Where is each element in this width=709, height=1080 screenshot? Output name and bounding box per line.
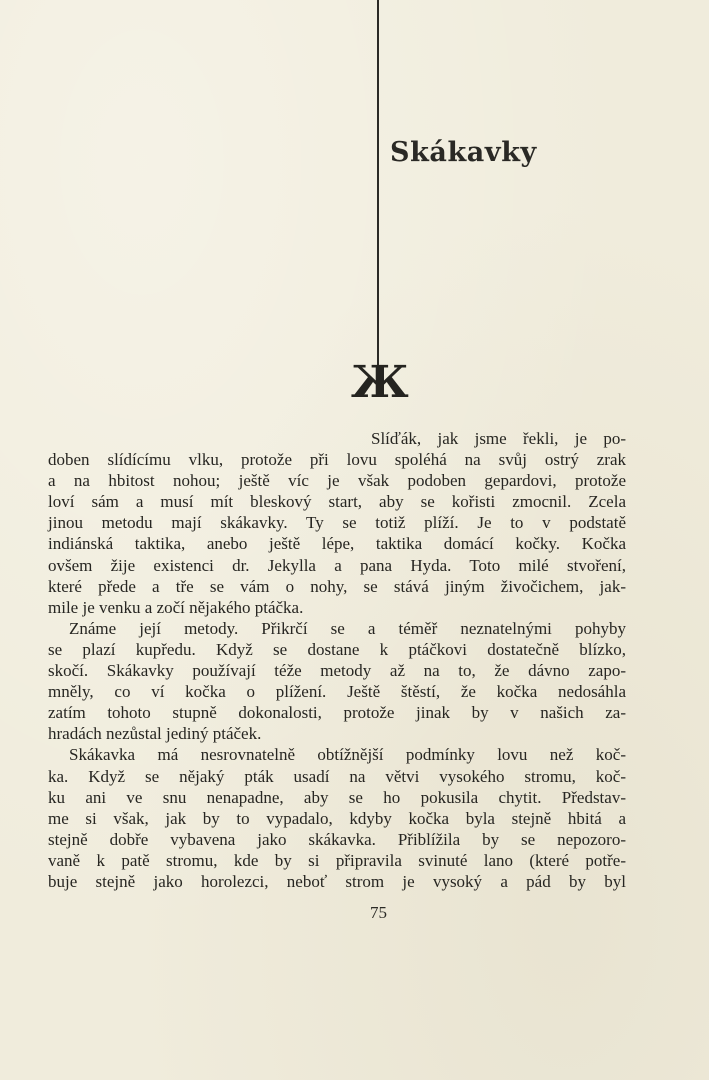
text-line: ka. Když se nějaký pták usadí na větvi vysokého stromu, koč- — [48, 766, 626, 786]
text-line: mněly, co ví kočka o plížení. Ještě štěstí, že kočka nedosáhla — [48, 682, 626, 702]
chapter-ornament-icon: Ж — [351, 357, 409, 408]
text-line: mile je venku a zočí nějakého ptáčka. — [48, 597, 304, 617]
text-line: ku ani ve snu nenapadne, aby se ho pokusila chytit. Představ- — [48, 787, 626, 807]
text-line: doben slídícímu vlku, protože při lovu spoléhá na svůj ostrý zrak — [48, 450, 626, 470]
title-rule-line — [377, 0, 379, 368]
text-line: které přede a tře se vám o nohy, se stává jiným živočichem, jak- — [48, 576, 626, 596]
text-line: a na hbitost nohou; ještě víc je však podoben gepardovi, protože — [48, 471, 626, 491]
text-line: Skákavka má nesrovnatelně obtížnější podmínky lovu než koč- — [69, 745, 626, 765]
text-line: me si však, jak by to vypadalo, kdyby kočka byla stejně hbitá a — [48, 808, 626, 828]
text-line: loví sám a musí mít bleskový start, aby se kořisti zmocnil. Zcela — [48, 492, 626, 512]
text-line: zatím tohoto stupně dokonalosti, protože jinak by v našich za- — [48, 703, 626, 723]
text-line: buje stejně jako horolezci, neboť strom je vysoký a pád by byl — [48, 871, 626, 891]
text-line: stejně dobře vybavena jako skákavka. Přiblížila by se nepozoro- — [48, 829, 626, 849]
page-number: 75 — [370, 903, 387, 922]
chapter-title: Skákavky — [390, 137, 537, 168]
text-line: se plazí kupředu. Když se dostane k ptáčkovi dostatečně blízko, — [48, 639, 626, 659]
text-line: Známe její metody. Přikrčí se a téměř neznatelnými pohyby — [69, 618, 626, 638]
text-line: ovšem žije existenci dr. Jekylla a pana Hyda. Toto milé stvoření, — [48, 555, 626, 575]
text-line: jinou metodu mají skákavky. Ty se totiž plíží. Je to v podstatě — [48, 513, 626, 533]
text-line: vaně k patě stromu, kde by si připravila svinuté lano (které potře- — [48, 850, 626, 870]
text-line: indiánská taktika, anebo ještě lépe, taktika domácí kočky. Kočka — [48, 534, 626, 554]
body-text — [48, 428, 626, 892]
text-line: Slíďák, jak jsme řekli, je po- — [371, 429, 626, 448]
text-line: skočí. Skákavky používají téže metody až na to, že dávno zapo- — [48, 661, 626, 681]
text-line: hradách nezůstal jediný ptáček. — [48, 724, 262, 744]
